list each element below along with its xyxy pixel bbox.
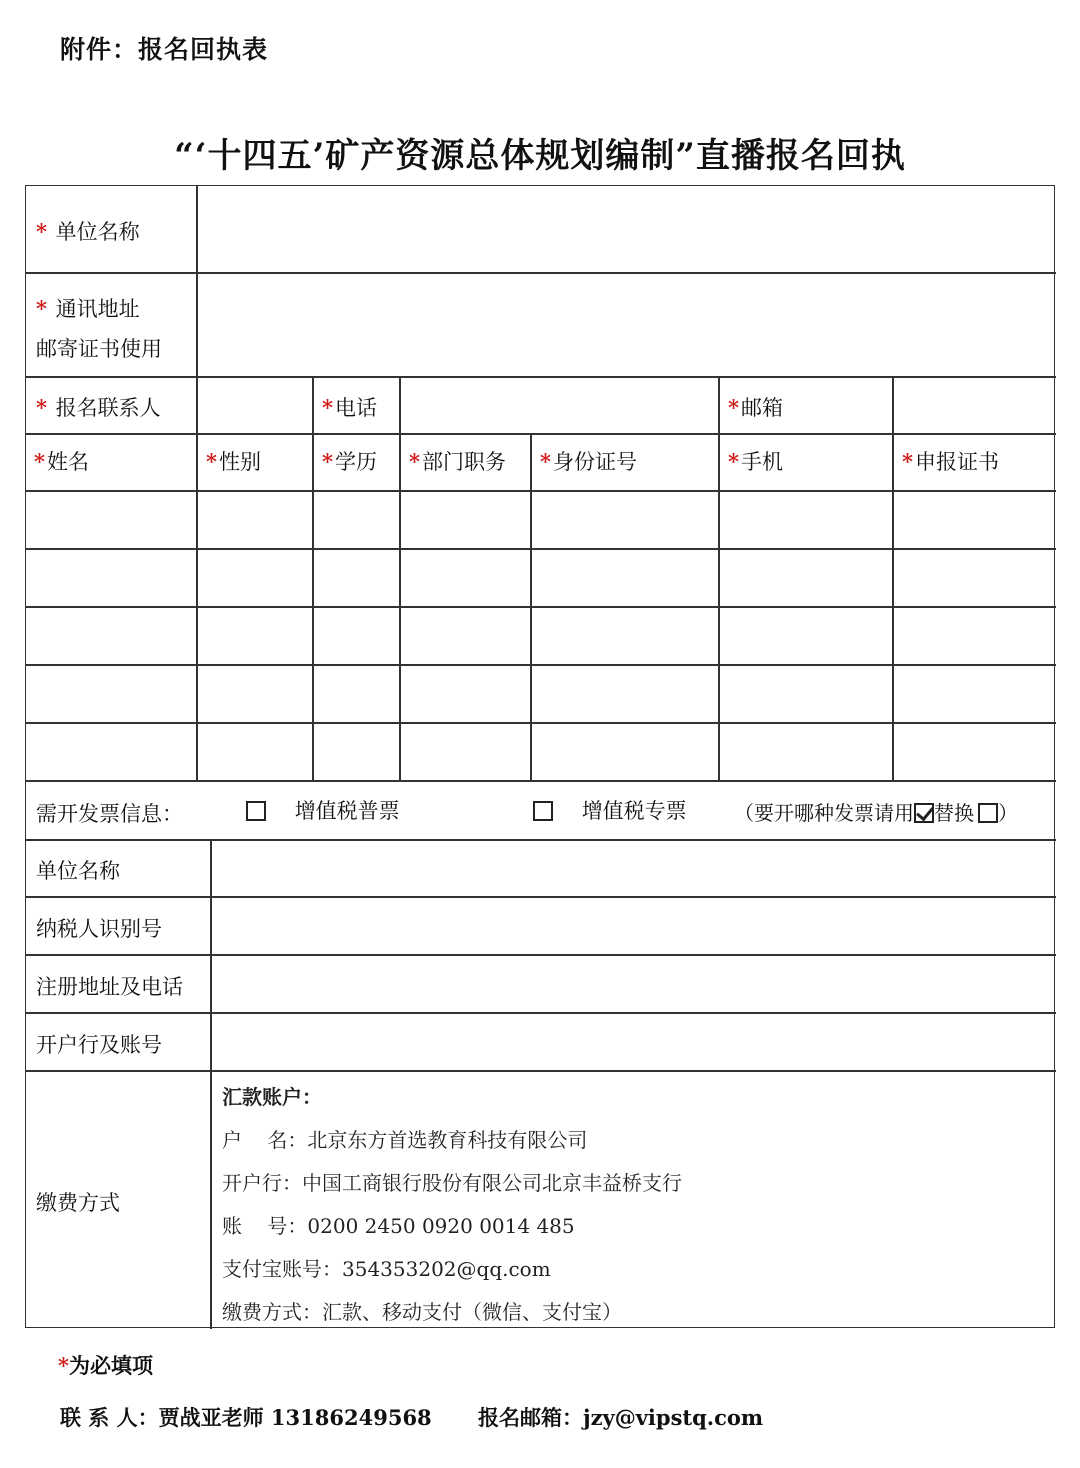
col-header-text: 申报证书: [914, 450, 999, 474]
required-star: *: [36, 296, 47, 321]
registered-address-field[interactable]: [212, 955, 1054, 1012]
phone-field[interactable]: [401, 377, 718, 433]
participant-row[interactable]: [26, 491, 1054, 548]
participant-row[interactable]: [26, 665, 1054, 722]
required-star: *: [728, 395, 739, 420]
contact-label: [36, 395, 161, 421]
participant-row[interactable]: [26, 549, 1054, 606]
required-star: *: [902, 449, 913, 474]
footer-contact: 联 系 人：贾战亚老师 13186249568: [60, 1405, 432, 1430]
payment-line: 账 号：0200 2450 0920 0014 485: [222, 1214, 575, 1238]
invoice-option-special-text: 增值税专票: [581, 799, 687, 823]
registration-form: [25, 185, 1055, 1328]
invoice-note-text: 替换: [934, 801, 974, 825]
required-star: *: [206, 449, 217, 474]
required-star: *: [728, 449, 739, 474]
col-header-department: [409, 449, 506, 475]
col-header-text: 身份证号: [552, 450, 637, 474]
col-header-mobile: [728, 449, 783, 475]
footer-email: 报名邮箱：jzy@vipstq.com: [478, 1405, 764, 1430]
address-label: [36, 296, 140, 322]
payment-heading: 汇款账户：: [222, 1085, 322, 1109]
contact-text: 报名联系人: [55, 396, 161, 420]
unit-name-text: 单位名称: [55, 220, 140, 244]
invoice-option-special[interactable]: [533, 798, 687, 824]
email-label: [728, 395, 783, 421]
payment-line: 缴费方式：汇款、移动支付（微信、支付宝）: [222, 1300, 622, 1324]
address-text: 通讯地址: [55, 297, 140, 321]
invoice-note-text: ）: [998, 801, 1018, 825]
col-header-certificate: [902, 449, 999, 475]
invoice-label: 需开发票信息：: [36, 802, 183, 826]
col-header-text: 姓名: [46, 450, 89, 474]
payment-line: 开户行：中国工商银行股份有限公司北京丰益桥支行: [222, 1171, 682, 1195]
phone-text: 电话: [334, 396, 377, 420]
unit-name-label: [36, 219, 140, 245]
payment-line: 支付宝账号：354353202@qq.com: [222, 1257, 551, 1281]
bank-account-field[interactable]: [212, 1013, 1054, 1070]
participant-row[interactable]: [26, 607, 1054, 664]
invoice-unit-name-label: 单位名称: [36, 859, 120, 883]
phone-label: [322, 395, 377, 421]
unit-name-field[interactable]: [198, 186, 1054, 272]
col-header-gender: [206, 449, 261, 475]
invoice-note-text: （要开哪种发票请用: [734, 801, 914, 825]
payment-method-label: 缴费方式: [36, 1191, 120, 1215]
invoice-option-general[interactable]: [246, 798, 400, 824]
required-star: *: [409, 449, 420, 474]
required-star: *: [58, 1353, 69, 1378]
bank-account-label: 开户行及账号: [36, 1033, 162, 1057]
col-header-id: [540, 449, 637, 475]
required-star: *: [540, 449, 551, 474]
invoice-option-general-text: 增值税普票: [294, 799, 400, 823]
payment-line: 户 名：北京东方首选教育科技有限公司: [222, 1128, 588, 1152]
address-sublabel: 邮寄证书使用: [36, 337, 162, 361]
invoice-unit-name-field[interactable]: [212, 840, 1054, 896]
col-header-text: 学历: [334, 450, 377, 474]
row-divider: [26, 1070, 1056, 1072]
email-field[interactable]: [894, 377, 1054, 433]
required-note: [58, 1350, 153, 1380]
required-star: *: [36, 395, 47, 420]
invoice-note: [734, 800, 1018, 826]
required-star: *: [322, 395, 333, 420]
col-header-name: [34, 449, 89, 475]
checkbox-icon[interactable]: [533, 801, 553, 821]
attachment-label: 附件：报名回执表: [60, 35, 269, 64]
checked-box-icon: [914, 803, 934, 823]
col-header-text: 手机: [740, 450, 783, 474]
col-header-text: 性别: [218, 450, 261, 474]
checkbox-icon: [978, 803, 998, 823]
checkbox-icon[interactable]: [246, 801, 266, 821]
form-title: “‘十四五’矿产资源总体规划编制”直播报名回执: [174, 136, 906, 176]
registered-address-label: 注册地址及电话: [36, 975, 183, 999]
required-note-text: 为必填项: [68, 1353, 153, 1378]
contact-field[interactable]: [198, 377, 312, 433]
col-header-education: [322, 449, 377, 475]
taxpayer-id-field[interactable]: [212, 897, 1054, 954]
required-star: *: [322, 449, 333, 474]
row-divider: [26, 433, 1056, 435]
required-star: *: [36, 219, 47, 244]
taxpayer-id-label: 纳税人识别号: [36, 917, 162, 941]
col-header-text: 部门职务: [421, 450, 506, 474]
email-text: 邮箱: [740, 396, 783, 420]
row-divider: [26, 780, 1056, 782]
required-star: *: [34, 449, 45, 474]
participant-row[interactable]: [26, 723, 1054, 780]
address-field[interactable]: [198, 273, 1054, 376]
